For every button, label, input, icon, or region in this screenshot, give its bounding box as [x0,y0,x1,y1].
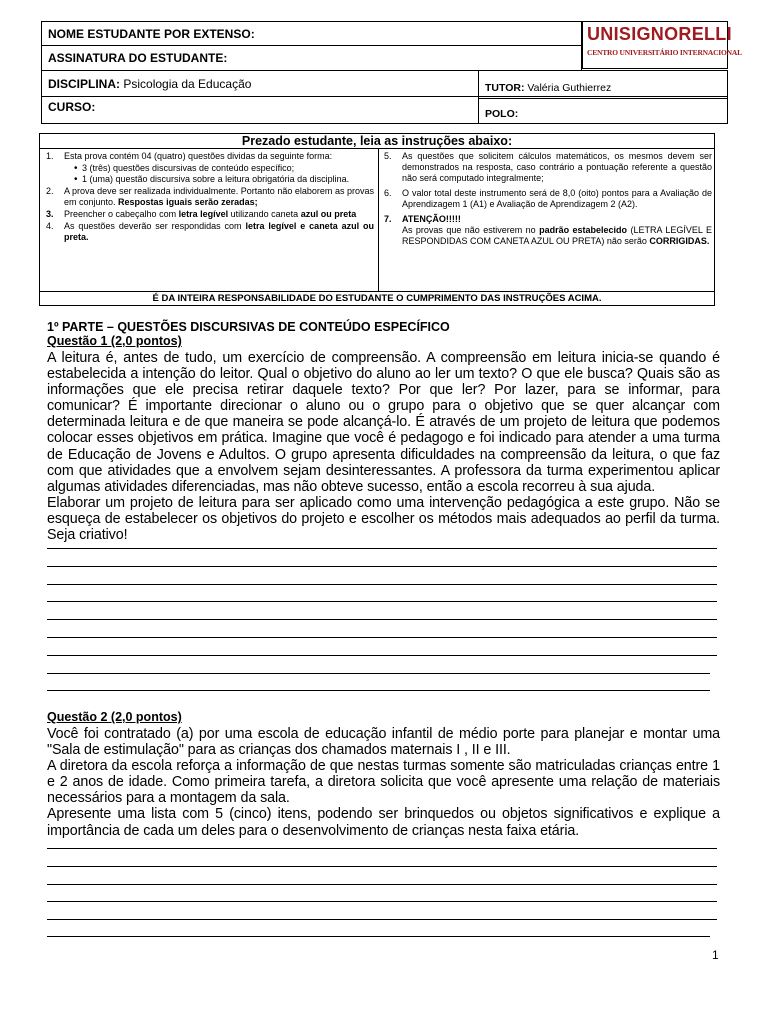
answer-line[interactable] [47,936,710,937]
instruction-item-4: 4. As questões deverão ser respondidas com letra legível e caneta azul ou preta. [46,221,374,242]
answer-line[interactable] [47,919,717,920]
polo-field [485,108,518,120]
instruction-item-3: 3. Preencher o cabeçalho com letra legível utilizando caneta azul ou preta [46,209,357,219]
question-2-text [47,726,720,839]
instruction-item-2: 2. A prova deve ser realizada individualmente. Portanto não elaborem as provas em conjunto. Respostas iguais serão zeradas; [46,186,374,207]
answer-line[interactable] [47,690,710,691]
answer-line[interactable] [47,601,717,602]
curso-label: CURSO: [48,100,96,114]
instruction-bullet-1: • 3 (três) questões discursivas de conteúdo específico; [44,163,374,174]
question-2-paragraph-3: Apresente uma lista com 5 (cinco) itens, podendo ser brinquedos ou objetos significativos e explique a importância de cada um deles para o desenvolvimento de crianças nesta faixa etária. [47,806,720,839]
header-assinatura-row [41,45,582,70]
answer-line[interactable] [47,619,717,620]
tutor-cell [478,70,479,123]
question-1-paragraph-2: Elaborar um projeto de leitura para ser aplicado como uma intervenção pedagógica a este grupo. Não se esqueça de estabelecer os objetivos do projeto e escolher os métodos mais adequados ao perfil da turma. Seja criativo! [47,494,720,544]
tutor-polo-divider [478,98,728,99]
disciplina-label: DISCIPLINA: [48,76,120,91]
answer-line[interactable] [47,848,717,849]
logo-name: UNISIGNORELLI [587,24,732,44]
answer-line[interactable] [47,548,717,549]
question-1-text [47,350,720,543]
tutor-field [485,82,611,94]
instruction-bullet-2: • 1 (uma) questão discursiva sobre a leitura obrigatória da disciplina. [44,174,374,185]
answer-line[interactable] [47,866,717,867]
answer-line[interactable] [47,673,710,674]
instructions-divider [378,149,379,291]
section-title: 1º PARTE – QUESTÕES DISCURSIVAS DE CONTEÚDO ESPECÍFICO [47,320,450,334]
logo-subtitle: CENTRO UNIVERSITÁRIO INTERNACIONAL [587,48,742,57]
unisignorelli-logo [582,21,742,69]
page-number: 1 [712,948,719,962]
instructions-title: Prezado estudante, leia as instruções abaixo: [40,134,714,149]
disciplina-value: Psicologia da Educação [123,76,252,91]
question-2-paragraph-1: Você foi contratado (a) por uma escola de educação infantil de médio porte para planejar e montar uma "Sala de estimulação" para as crianças dos chamados maternais I , II e III. [47,726,720,759]
header-disciplina-row [41,70,728,96]
answer-line[interactable] [47,655,717,656]
answer-line[interactable] [47,566,717,567]
tutor-value: Valéria Guthierrez [527,82,612,94]
polo-label: POLO: [485,108,519,120]
answer-line[interactable] [47,584,717,585]
instructions-footer: É DA INTEIRA RESPONSABILIDADE DO ESTUDANTE O CUMPRIMENTO DAS INSTRUÇÕES ACIMA. [40,291,714,306]
answer-line[interactable] [47,901,717,902]
question-2-title: Questão 2 (2,0 pontos) [47,710,182,724]
instruction-item-7: 7. ATENÇÃO!!!!! As provas que não estiverem no padrão estabelecido (LETRA LEGÍVEL E RESPONDIDAS COM CANETA AZUL OU PRETA) não serão CORRIGIDAS. [384,214,712,246]
question-1-title: Questão 1 (2,0 pontos) [47,334,182,348]
question-2-paragraph-2: A diretora da escola reforça a informação de que nestas turmas somente são matriculadas crianças entre 1 e 2 anos de idade. Como primeira tarefa, a diretora solicita que você apresente uma relação de materiais necessários para a montagem da sala. [47,758,720,807]
header-curso-row [41,96,728,123]
header-bottom-border [41,123,728,124]
instruction-item-5: 5. As questões que solicitem cálculos matemáticos, os mesmos devem ser demonstrados na resposta, caso contrário a pontuação referente a questão não será computado integralmente; [384,151,712,183]
instructions-right-column [382,151,712,248]
instructions-box [39,133,715,306]
answer-line[interactable] [47,884,717,885]
tutor-label: TUTOR: [485,82,525,94]
assinatura-label: ASSINATURA DO ESTUDANTE: [48,51,228,65]
nome-label: NOME ESTUDANTE POR EXTENSO: [48,26,255,41]
instructions-left-column [44,151,374,244]
header-nome-row [41,21,582,45]
question-1-paragraph-1: A leitura é, antes de tudo, um exercício de compreensão. A compreensão em leitura inicia-se quando é estabelecida a intenção do leitor. Qual o objetivo do aluno ao ler um texto? O que ele busca? Quais são as informações que ele precisa retirar daquele texto? Por que ler? Por lazer, para se informar, para comunicar? É importante direcionar o aluno ou o grupo para o objetivo que se quer alcançar com determinada leitura e de que maneira se pode alcançá-lo. É através de um projeto de leitura que podemos colocar esses objetivos em prática. Imagine que você é pedagogo e foi indicado para atender a uma turma de Educação de Jovens e Adultos. O grupo apresenta dificuldades na compreensão da leitura, o que faz com que atividades que a envolvem sejam desinteressantes. A professora da turma experimentou aplicar algumas atividades diferenciadas, mas não obteve sucesso, então a escola recorreu à sua ajuda. [47,350,720,495]
instruction-item-6: 6. O valor total deste instrumento será de 8,0 (oito) pontos para a Avaliação de Aprendizagem 1 (A1) e Avaliação de Aprendizagem 2 (A2). [384,188,712,209]
answer-line[interactable] [47,637,717,638]
instruction-item-1: 1. Esta prova contém 04 (quatro) questões dividas da seguinte forma: [46,151,333,161]
